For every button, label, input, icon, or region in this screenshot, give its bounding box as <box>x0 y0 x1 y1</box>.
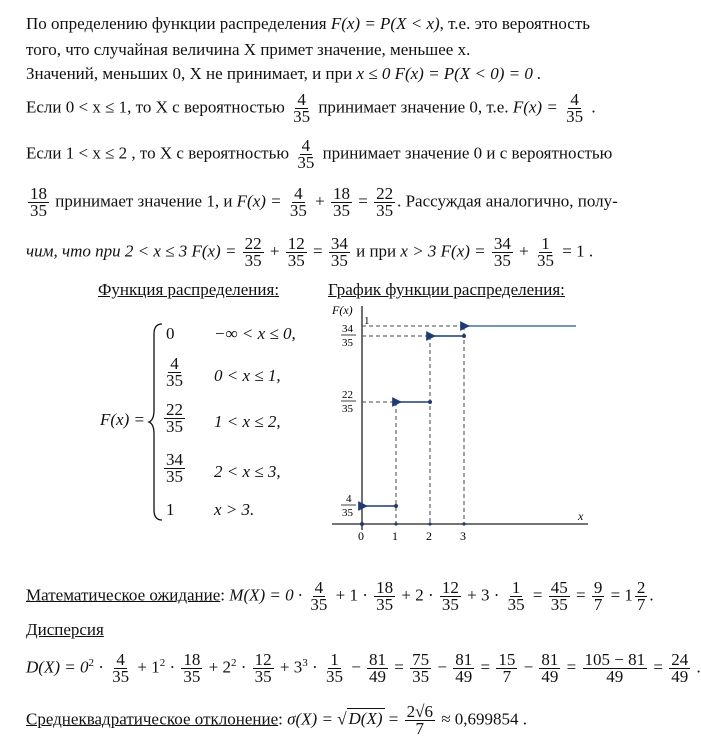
x-axis-label: x <box>578 509 584 523</box>
fraction: $\frac{18}{35}$ <box>333 184 350 220</box>
std-label: Среднеквадратическое отклонение <box>26 709 279 729</box>
formula-lhs: F(x) = <box>512 97 558 117</box>
text-span: Значений, меньших 0, X не принимает, и при <box>26 64 353 83</box>
piecewise-row-5: 1 x > 3. <box>166 500 255 519</box>
text-span: По определению функции распределения <box>26 14 327 33</box>
paragraph-case-1: Если 0 < x ≤ 1, то X с вероятностью $\frac{4}{35}$ принимает значение 0, т.е. F(x) = $\frac{4}{35}$ . <box>26 90 596 126</box>
point <box>462 522 465 525</box>
point <box>428 400 432 404</box>
y-tick-34-num: 34 <box>342 323 353 335</box>
text-span: Если 0 < x ≤ 1, то X с вероятностью <box>26 97 285 117</box>
point <box>462 334 466 338</box>
expectation-line: Математическое ожидание: M(X) = 0 · $\frac{4}{35}$ + 1 · $\frac{18}{35}$ + 2 · $\frac{12}{35}$ + 3 · $\frac{1}{35}$ = $\frac{45}{35}$ = $\frac{9}{7}$ = 1 $\frac{2}{7}$ . <box>26 578 654 614</box>
text-span: и при <box>356 241 397 261</box>
x-tick-2: 2 <box>426 529 432 543</box>
text-span: = 1 . <box>562 241 594 261</box>
text-span: , т.е. это вероятность <box>439 14 590 33</box>
formula-lhs: чим, что при 2 < x ≤ 3 F(x) = <box>26 241 237 261</box>
fraction: $\frac{4}{35}$ <box>289 184 307 220</box>
point <box>394 522 397 525</box>
formula-lhs: F(x) = <box>236 191 282 211</box>
paragraph-definition <box>26 14 590 34</box>
x-tick-0: 0 <box>358 529 364 543</box>
fraction: $\frac{34}{35}$ <box>330 234 348 270</box>
text-span: принимает значение 0, т.е. <box>318 97 509 117</box>
fraction: $\frac{1}{35}$ <box>537 234 554 270</box>
piecewise-row-4: $\frac{34}{35}$ 2 < x ≤ 3, <box>166 450 281 486</box>
point <box>428 522 431 525</box>
y-tick-22-den: 35 <box>342 403 353 415</box>
y-axis-label: F(x) <box>332 303 353 317</box>
variance-line: $D(X) = 0^2$ · $\frac{4}{35}$ + $1^2$ · $\frac{18}{35}$ + $2^2$ · $\frac{12}{35}$ + $3^3$ · $\frac{1}{35}$ − $\frac{81}{49}$ = $\frac{75}{35}$ − $\frac{81}{49}$ = $\frac{15}{7}$ − $\frac{81}{49}$ = $\frac{105 - 81}{49}$ = $\frac{24}{49}$ . <box>26 650 701 686</box>
piecewise-lhs: F(x) = <box>100 410 145 429</box>
fraction: $\frac{12}{35}$ <box>287 234 305 270</box>
y-tick-4-den: 35 <box>342 507 353 519</box>
x-tick-1: 1 <box>392 529 398 543</box>
expectation-label: Математическое ожидание <box>26 585 221 605</box>
formula-lhs: M(X) = 0 · <box>229 585 303 605</box>
paragraph-case-3: чим, что при 2 < x ≤ 3 F(x) = $\frac{22}{35}$ + $\frac{12}{35}$ = $\frac{34}{35}$ и при x > 3 F(x) = $\frac{34}{35}$ + $\frac{1}{35}$ = 1 . <box>26 234 594 270</box>
paragraph-case-2 <box>26 138 612 171</box>
paragraph-line-2 <box>26 40 470 60</box>
heading-graph: График функции распределения: <box>328 280 565 299</box>
fraction: $\frac{34}{35}$ <box>493 234 511 270</box>
point-origin <box>360 522 364 526</box>
text-span: Если 1 < x ≤ 2 , то X с вероятностью <box>26 143 290 163</box>
y-tick-1: 1 <box>364 315 370 327</box>
std-line: Среднеквадратическое отклонение: σ(X) = √ D(X) = $\frac{2√6}{7}$ ≈ 0,699854 . <box>26 702 528 738</box>
fraction: $\frac{4}{35}$ <box>293 90 311 126</box>
formula-zero: x ≤ 0 F(x) = P(X < 0) = 0 . <box>356 64 542 83</box>
formula-lhs: x > 3 F(x) = <box>400 241 486 261</box>
paragraph-case-2-cont: $\frac{18}{35}$ принимает значение 1, и F(x) = $\frac{4}{35}$ + $\frac{18}{35}$ = $\frac{22}{35}$ . Рассуждая аналогично, полу- <box>30 184 618 220</box>
piecewise-row-2: $\frac{4}{35}$ 0 < x ≤ 1, <box>166 354 281 390</box>
piecewise-row-1: 0 −∞ < x ≤ 0, <box>166 324 296 343</box>
text-span: . Рассуждая аналогично, полу- <box>397 191 618 211</box>
y-tick-4-num: 4 <box>346 493 352 505</box>
heading-distribution-function: Функция распределения: <box>98 280 280 299</box>
y-tick-22-num: 22 <box>342 389 353 401</box>
x-tick-3: 3 <box>460 529 466 543</box>
point <box>394 504 398 508</box>
text-span: того, что случайная величина X примет значение, меньшее x. <box>26 40 471 59</box>
fraction: $\frac{18}{35}$ <box>30 184 47 220</box>
y-tick-34-den: 35 <box>342 337 353 349</box>
fraction: $\frac{22}{35}$ <box>244 234 262 270</box>
fraction: $\frac{22}{35}$ <box>376 184 394 220</box>
text-span: принимает значение 0 и с вероятностью <box>322 143 613 163</box>
text-span: принимает значение 1, и <box>55 191 233 211</box>
variance-label: Дисперсия <box>26 620 104 639</box>
fraction: $\frac{4}{35}$ <box>566 90 584 126</box>
paragraph-line-3 <box>26 64 541 84</box>
fraction: $\frac{4}{35}$ <box>297 136 315 172</box>
piecewise-row-3: $\frac{22}{35}$ 1 < x ≤ 2, <box>166 400 281 436</box>
formula-definition: F(x) = P(X < x) <box>330 14 440 33</box>
distribution-graph <box>326 298 596 548</box>
